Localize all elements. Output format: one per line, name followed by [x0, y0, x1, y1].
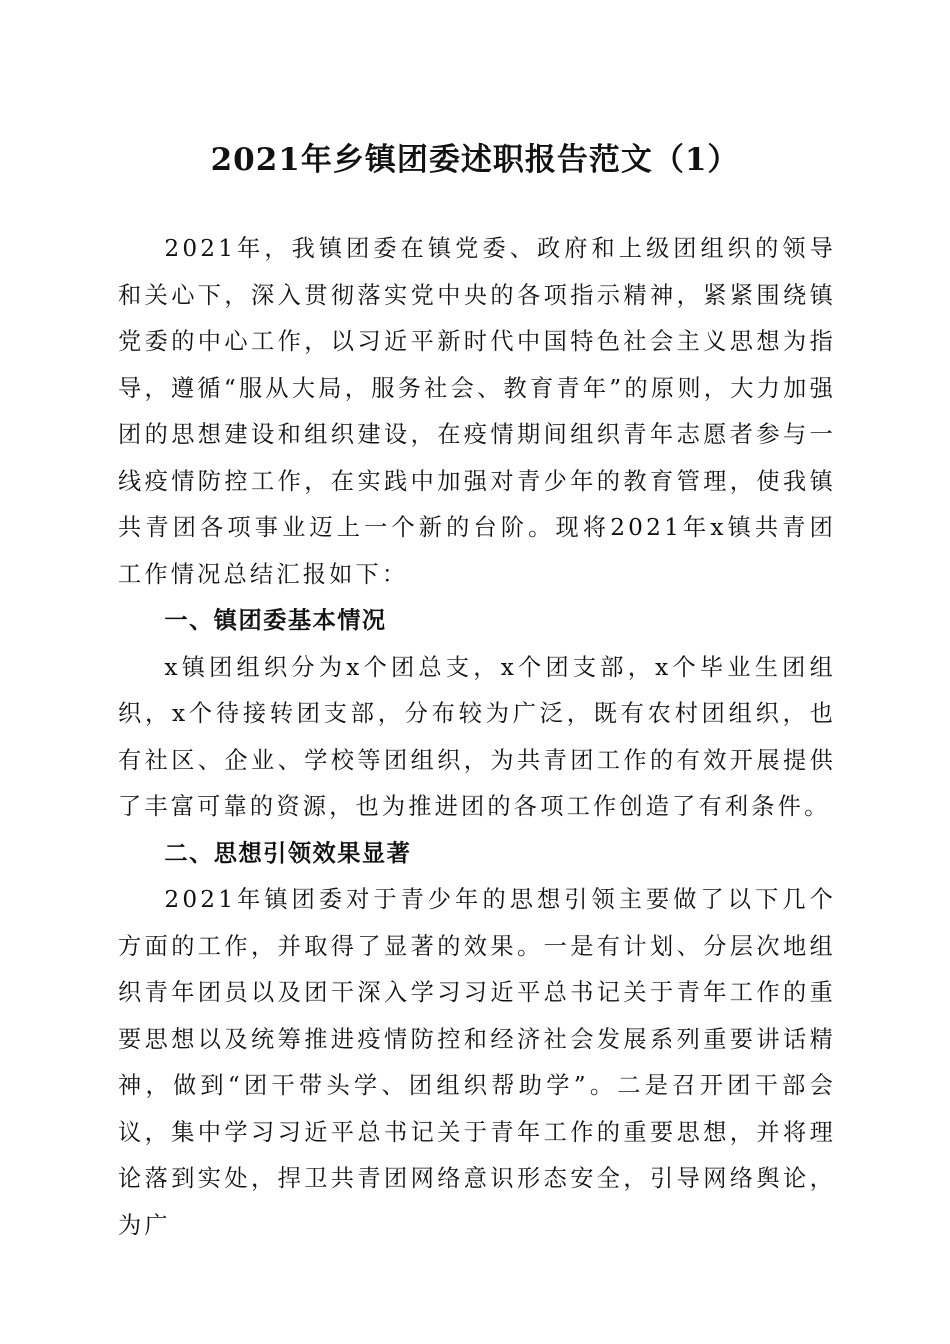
section-heading-2: 二、思想引领效果显著: [164, 839, 412, 867]
section-heading-1: 一、镇团委基本情况: [164, 607, 387, 634]
section-2-paragraph: 2021年镇团委对于青少年的思想引领主要做了以下几个方面的工作，并取得了显著的效果。一是有计划、分层次地组织青年团员以及团干深入学习习近平总书记关于青年工作的重要思想以及统筹推进疫情防控和经济社会发展系列重要讲话精神，做到“团干带头学、团组织帮助学”。二是召开团干部会议，集中学习习近平总书记关于青年工作的重要思想，并将理论落到实处，捍卫共青团网络意识形态安全，引导网络舆论，为广: [118, 886, 836, 1239]
intro-paragraph: 2021年，我镇团委在镇党委、政府和上级团组织的领导和关心下，深入贯彻落实党中央的各项指示精神，紧紧围绕镇党委的中心工作，以习近平新时代中国特色社会主义思想为指导，遵循“服从大局，服务社会、教育青年”的原则，大力加强团的思想建设和组织建设，在疫情期间组织青年志愿者参与一线疫情防控工作，在实践中加强对青少年的教育管理，使我镇共青团各项事业迈上一个新的台阶。现将2021年x镇共青团工作情况总结汇报如下：: [118, 235, 836, 588]
document-body: [118, 226, 836, 1249]
section-1-paragraph: x镇团组织分为x个团总支，x个团支部，x个毕业生团组织，x个待接转团支部，分布较为广泛，既有农村团组织，也有社区、企业、学校等团组织，为共青团工作的有效开展提供了丰富可靠的资源，也为推进团的各项工作创造了有利条件。: [118, 653, 836, 820]
document-title: 2021年乡镇团委述职报告范文（1）: [210, 142, 740, 178]
